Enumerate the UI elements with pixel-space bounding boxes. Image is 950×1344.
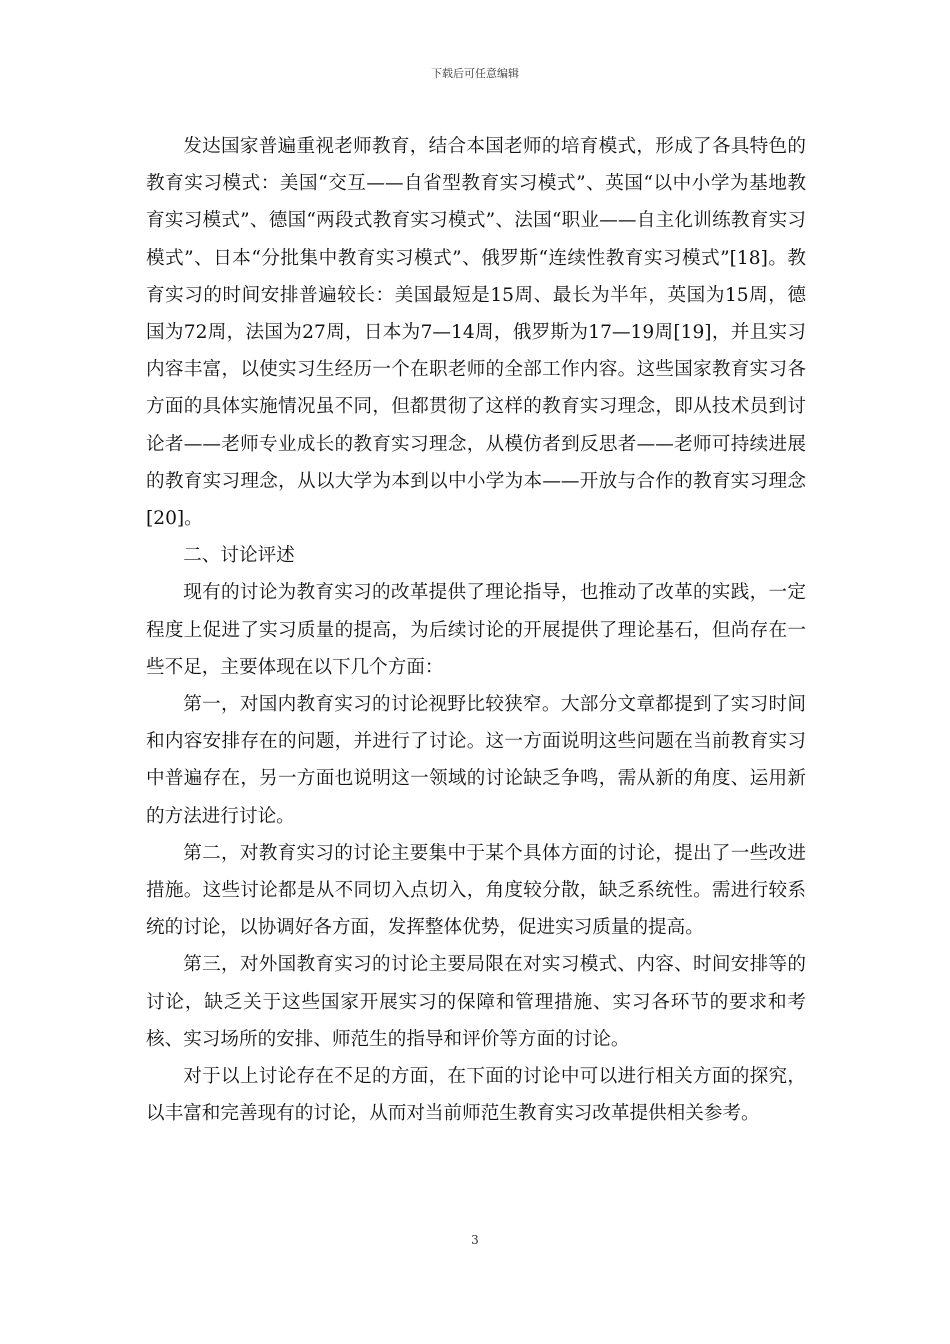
paragraph-point-one: 第一，对国内教育实习的讨论视野比较狭窄。大部分文章都提到了实习时间和内容安排存在的问题，并进行了讨论。这一方面说明这些问题在当前教育实习中普遍存在，另一方面也说明这一领域的讨论缺乏争鸣，需从新的角度、运用新的方法进行讨论。 [146,694,806,827]
section-heading-review: 二、讨论评述 [183,545,295,567]
paragraph-review-intro: 现有的讨论为教育实习的改革提供了理论指导，也推动了改革的实践，一定程度上促进了实习质量的提高，为后续讨论的开展提供了理论基石，但尚存在一些不足，主要体现在以下几个方面： [146,582,806,678]
paragraph-foreign-models: 发达国家普遍重视老师教育，结合本国老师的培育模式，形成了各具特色的教育实习模式：美国“交互——自省型教育实习模式”、英国“以中小学为基地教育实习模式”、德国“两段式教育实习模式”、法国“职业——自主化训练教育实习模式”、日本“分批集中教育实习模式”、俄罗斯“连续性教育实习模式”[18]。教育实习的时间安排普遍较长：美国最短是15周、最长为半年，英国为15周，德国为72周，法国为27周，日本为7—14周，俄罗斯为17—19周[19]，并且实习内容丰富，以使实习生经历一个在职老师的全部工作内容。这些国家教育实习各方面的具体实施情况虽不同，但都贯彻了这样的教育实习理念，即从技术员到讨论者——老师专业成长的教育实习理念，从模仿者到反思者——老师可持续进展的教育实习理念，从以大学为本到以中小学为本——开放与合作的教育实习理念[20]。 [146,136,806,530]
paragraph-point-three: 第三，对外国教育实习的讨论主要局限在对实习模式、内容、时间安排等的讨论，缺乏关于这些国家开展实习的保障和管理措施、实习各环节的要求和考核、实习场所的安排、师范生的指导和评价等方面的讨论。 [146,954,806,1050]
paragraph-conclusion: 对于以上讨论存在不足的方面，在下面的讨论中可以进行相关方面的探究，以丰富和完善现有的讨论，从而对当前师范生教育实习改革提供相关参考。 [146,1066,806,1125]
paragraph-point-two: 第二，对教育实习的讨论主要集中于某个具体方面的讨论，提出了一些改进措施。这些讨论都是从不同切入点切入，角度较分散，缺乏系统性。需进行较系统的讨论，以协调好各方面，发挥整体优势，促进实习质量的提高。 [146,842,806,939]
page-header: 下载后可任意编辑 [431,67,519,80]
document-body [146,128,806,1132]
page-number: 3 [471,1233,479,1247]
